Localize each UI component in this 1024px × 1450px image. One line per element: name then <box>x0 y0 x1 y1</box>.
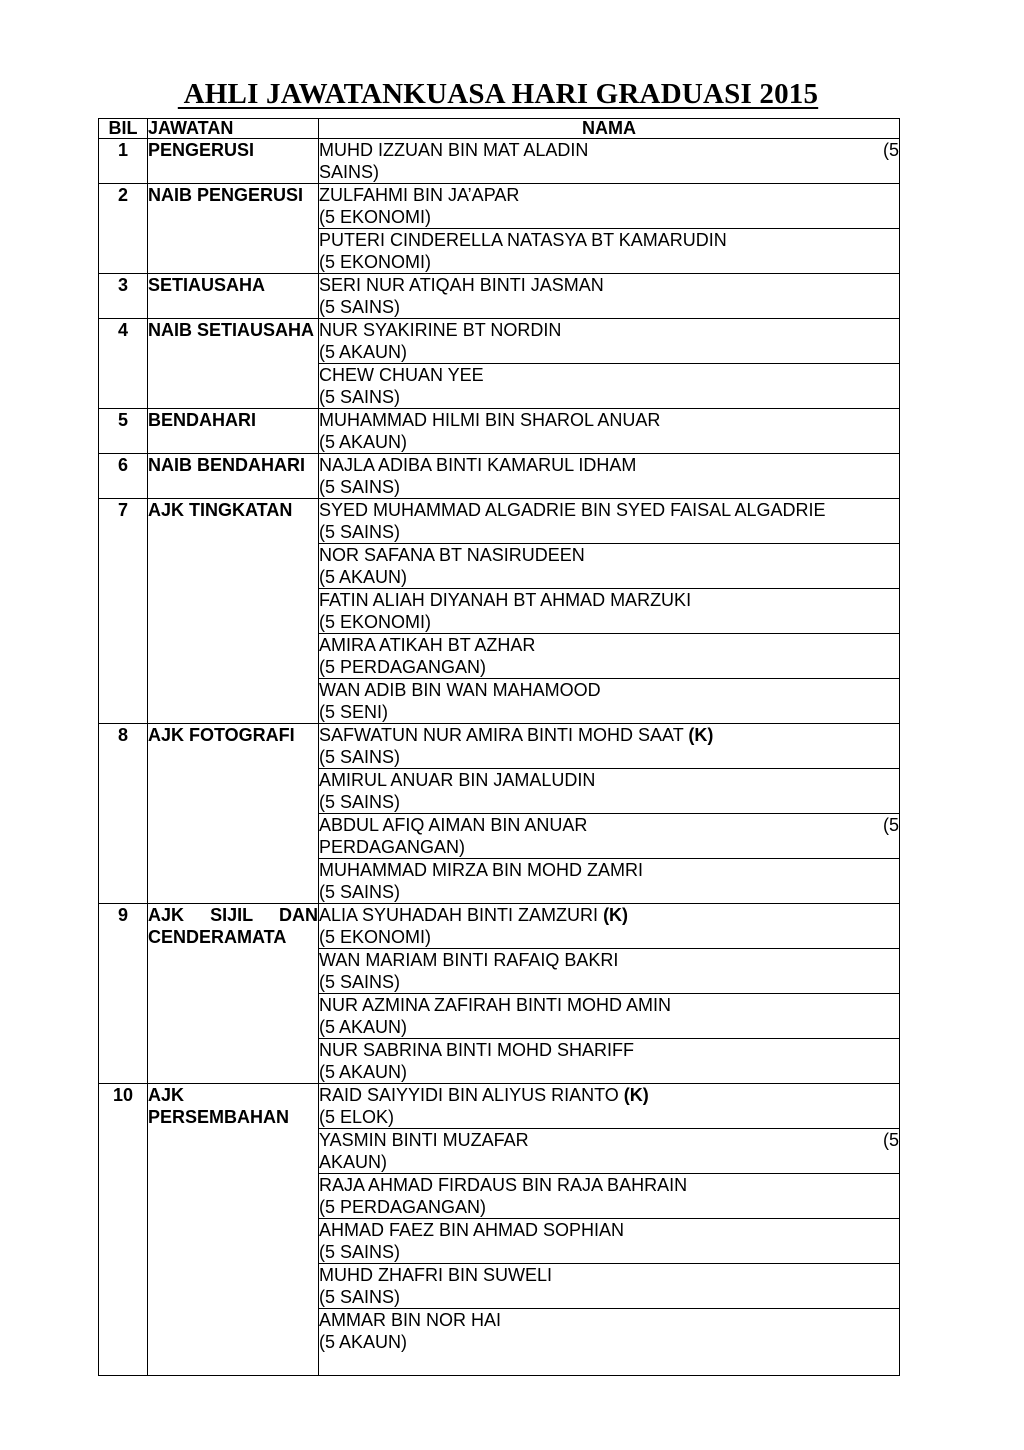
member-class: (5 SAINS) <box>319 1242 401 1262</box>
member-name-group <box>319 275 604 295</box>
member-name: SYED MUHAMMAD ALGADRIE BIN SYED FAISAL ALGADRIE <box>319 500 826 520</box>
member-name-group <box>319 455 636 475</box>
member-name-group <box>319 1040 634 1060</box>
member-name-group <box>319 1220 624 1240</box>
member-cell <box>319 319 900 364</box>
ketua-marker: (K) <box>603 905 629 925</box>
row-number: 6 <box>99 454 148 499</box>
member-name: SAFWATUN NUR AMIRA BINTI MOHD SAAT <box>319 725 684 745</box>
member-class: (5 SAINS) <box>319 882 401 902</box>
member-cell <box>319 454 900 499</box>
member-name: FATIN ALIAH DIYANAH BT AHMAD MARZUKI <box>319 590 692 610</box>
member-name-line <box>319 319 899 341</box>
member-class: SAINS) <box>319 162 380 182</box>
row-number: 7 <box>99 499 148 724</box>
member-name-line <box>319 229 899 251</box>
table-row <box>99 499 900 544</box>
member-cell <box>319 1264 900 1309</box>
member-name: AMIRA ATIKAH BT AZHAR <box>319 635 536 655</box>
member-name-group <box>319 770 595 790</box>
member-name-line <box>319 1264 899 1286</box>
position-title: AJK PERSEMBAHAN <box>148 1084 319 1376</box>
member-class: (5 AKAUN) <box>319 567 408 587</box>
member-class: PERDAGANGAN) <box>319 837 466 857</box>
member-name-group <box>319 860 643 880</box>
member-name: AMIRUL ANUAR BIN JAMALUDIN <box>319 770 596 790</box>
member-class: (5 AKAUN) <box>319 432 408 452</box>
member-name-line <box>319 994 899 1016</box>
member-name: SERI NUR ATIQAH BINTI JASMAN <box>319 275 604 295</box>
member-class: (5 EKONOMI) <box>319 612 432 632</box>
position-title: AJK TINGKATAN <box>148 499 319 724</box>
member-name-group <box>319 995 671 1015</box>
member-class: (5 EKONOMI) <box>319 927 432 947</box>
member-name: NUR AZMINA ZAFIRAH BINTI MOHD AMIN <box>319 995 672 1015</box>
position-title: AJK FOTOGRAFI <box>148 724 319 904</box>
member-class: (5 AKAUN) <box>319 1332 408 1352</box>
member-name: AMMAR BIN NOR HAI <box>319 1310 502 1330</box>
member-name-line <box>319 814 899 836</box>
row-number: 9 <box>99 904 148 1084</box>
member-name-line <box>319 769 899 791</box>
member-name-line <box>319 409 899 431</box>
member-name-line <box>319 274 899 296</box>
row-number: 4 <box>99 319 148 409</box>
member-name-group <box>319 635 535 655</box>
member-name-group <box>319 814 587 836</box>
position-title: PENGERUSI <box>148 139 319 184</box>
member-class: (5 EKONOMI) <box>319 207 432 227</box>
member-name-line <box>319 589 899 611</box>
member-cell <box>319 1219 900 1264</box>
member-name-line <box>319 1174 899 1196</box>
member-cell <box>319 769 900 814</box>
member-class: (5 PERDAGANGAN) <box>319 657 487 677</box>
member-class: (5 SAINS) <box>319 1287 401 1307</box>
member-cell <box>319 139 900 184</box>
table-row <box>99 319 900 364</box>
member-class: (5 ELOK) <box>319 1107 395 1127</box>
page-title: AHLI JAWATANKUASA HARI GRADUASI 2015 <box>177 78 819 110</box>
member-name-line <box>319 634 899 656</box>
member-name: WAN ADIB BIN WAN MAHAMOOD <box>319 680 601 700</box>
member-cell <box>319 544 900 589</box>
member-name-group <box>319 230 727 250</box>
member-name-group <box>319 1310 501 1330</box>
member-cell <box>319 589 900 634</box>
table-row <box>99 274 900 319</box>
member-name: ALIA SYUHADAH BINTI ZAMZURI <box>319 905 599 925</box>
member-name-line <box>319 1129 899 1151</box>
table-row <box>99 1084 900 1129</box>
member-name-line <box>319 1219 899 1241</box>
member-name-group <box>319 1085 649 1105</box>
member-name-group <box>319 500 825 520</box>
member-name-line <box>319 724 899 746</box>
member-name-line <box>319 949 899 971</box>
table-header-row <box>99 119 900 139</box>
member-class: (5 SENI) <box>319 702 389 722</box>
member-name: PUTERI CINDERELLA NATASYA BT KAMARUDIN <box>319 230 727 250</box>
table-row <box>99 139 900 184</box>
member-name-group <box>319 320 561 340</box>
member-cell <box>319 814 900 859</box>
member-name-group <box>319 1265 552 1285</box>
row-number: 5 <box>99 409 148 454</box>
member-name-group <box>319 950 618 970</box>
member-cell <box>319 499 900 544</box>
member-cell <box>319 409 900 454</box>
position-title: SETIAUSAHA <box>148 274 319 319</box>
member-cell <box>319 679 900 724</box>
ketua-marker: (K) <box>688 725 714 745</box>
member-cell <box>319 364 900 409</box>
member-cell <box>319 634 900 679</box>
member-name: NAJLA ADIBA BINTI KAMARUL IDHAM <box>319 455 637 475</box>
member-cell <box>319 1039 900 1084</box>
table-row <box>99 409 900 454</box>
member-cell <box>319 1174 900 1219</box>
member-class: (5 SAINS) <box>319 972 401 992</box>
member-name: MUHAMMAD HILMI BIN SHAROL ANUAR <box>319 410 661 430</box>
header-nama: NAMA <box>319 119 900 139</box>
member-name-line <box>319 184 899 206</box>
committee-table <box>98 118 900 1376</box>
member-cell <box>319 859 900 904</box>
member-name-line <box>319 679 899 701</box>
member-class: (5 SAINS) <box>319 792 401 812</box>
member-cell <box>319 1129 900 1174</box>
member-cell <box>319 724 900 769</box>
member-name-line <box>319 1309 899 1331</box>
member-name-line <box>319 139 899 161</box>
member-name: NUR SABRINA BINTI MOHD SHARIFF <box>319 1040 635 1060</box>
row-number: 2 <box>99 184 148 274</box>
member-name: AHMAD FAEZ BIN AHMAD SOPHIAN <box>319 1220 625 1240</box>
member-class: (5 AKAUN) <box>319 1062 408 1082</box>
member-name-group <box>319 905 628 925</box>
member-cell <box>319 184 900 229</box>
member-class: (5 SAINS) <box>319 297 401 317</box>
member-class: (5 SAINS) <box>319 387 401 407</box>
position-title: NAIB BENDAHARI <box>148 454 319 499</box>
row-number: 3 <box>99 274 148 319</box>
member-name-group <box>319 185 519 205</box>
member-name-group <box>319 139 588 161</box>
position-title: BENDAHARI <box>148 409 319 454</box>
member-class: AKAUN) <box>319 1152 388 1172</box>
member-class: (5 AKAUN) <box>319 342 408 362</box>
member-name: ABDUL AFIQ AIMAN BIN ANUAR <box>319 815 588 835</box>
table-row <box>99 454 900 499</box>
table-row <box>99 904 900 949</box>
member-name: ZULFAHMI BIN JA’APAR <box>319 185 520 205</box>
member-name: MUHD ZHAFRI BIN SUWELI <box>319 1265 553 1285</box>
table-row <box>99 724 900 769</box>
member-cell <box>319 1084 900 1129</box>
member-class-start: (5 <box>882 1130 899 1150</box>
row-number: 8 <box>99 724 148 904</box>
member-class: (5 AKAUN) <box>319 1017 408 1037</box>
row-number: 10 <box>99 1084 148 1376</box>
member-name-group <box>319 680 601 700</box>
header-bil: BIL <box>99 119 148 139</box>
member-name: WAN MARIAM BINTI RAFAIQ BAKRI <box>319 950 619 970</box>
member-name-group <box>319 1129 529 1151</box>
member-class: (5 SAINS) <box>319 477 401 497</box>
member-name-group <box>319 590 691 610</box>
member-class: (5 SAINS) <box>319 522 401 542</box>
member-name-line <box>319 499 899 521</box>
row-number: 1 <box>99 139 148 184</box>
member-cell <box>319 274 900 319</box>
member-name-line <box>319 544 899 566</box>
position-title: NAIB SETIAUSAHA <box>148 319 319 409</box>
member-name: YASMIN BINTI MUZAFAR <box>319 1130 529 1150</box>
member-name-group <box>319 725 713 745</box>
member-name-line <box>319 859 899 881</box>
member-name-group <box>319 365 484 385</box>
header-jawatan: JAWATAN <box>148 119 319 139</box>
member-name-line <box>319 904 899 926</box>
ketua-marker: (K) <box>623 1085 649 1105</box>
member-name-group <box>319 1175 687 1195</box>
table-row <box>99 184 900 229</box>
member-name: RAJA AHMAD FIRDAUS BIN RAJA BAHRAIN <box>319 1175 688 1195</box>
member-name: NUR SYAKIRINE BT NORDIN <box>319 320 562 340</box>
member-class: (5 PERDAGANGAN) <box>319 1197 487 1217</box>
position-title: NAIB PENGERUSI <box>148 184 319 274</box>
member-cell <box>319 949 900 994</box>
member-cell <box>319 994 900 1039</box>
position-title: AJK SIJIL DAN CENDERAMATA <box>148 904 319 1084</box>
member-name-line <box>319 454 899 476</box>
member-name-group <box>319 410 660 430</box>
member-name: RAID SAIYYIDI BIN ALIYUS RIANTO <box>319 1085 619 1105</box>
member-name-line <box>319 1039 899 1061</box>
member-name: CHEW CHUAN YEE <box>319 365 484 385</box>
member-name: MUHAMMAD MIRZA BIN MOHD ZAMRI <box>319 860 643 880</box>
member-cell <box>319 229 900 274</box>
member-class: (5 EKONOMI) <box>319 252 432 272</box>
member-cell <box>319 1309 900 1376</box>
member-name: NOR SAFANA BT NASIRUDEEN <box>319 545 585 565</box>
member-class: (5 SAINS) <box>319 747 401 767</box>
member-class-start: (5 <box>882 140 899 160</box>
member-name-line <box>319 1084 899 1106</box>
member-name-group <box>319 545 585 565</box>
member-class-start: (5 <box>882 815 899 835</box>
member-cell <box>319 904 900 949</box>
member-name: MUHD IZZUAN BIN MAT ALADIN <box>319 140 589 160</box>
member-name-line <box>319 364 899 386</box>
